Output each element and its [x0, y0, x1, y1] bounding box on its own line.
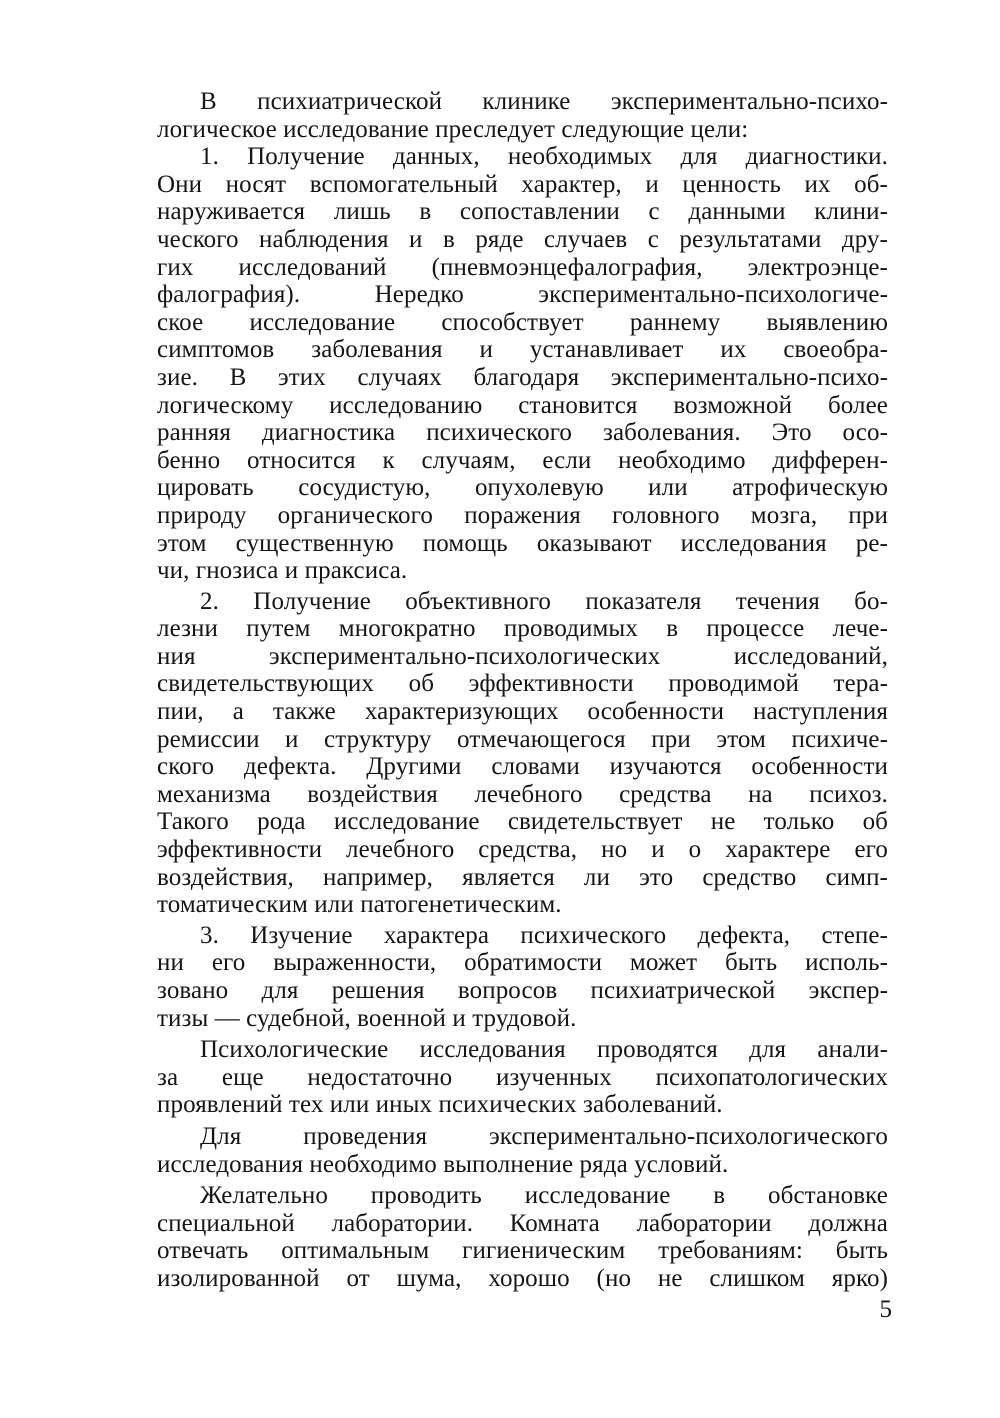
text-line: 2. Получение объективного показателя течения бо- — [200, 587, 888, 615]
text-line: свидетельствующих об эффективности проводимой тера- — [157, 670, 888, 698]
paragraph — [157, 1123, 888, 1178]
text-line: ни его выраженности, обратимости может быть исполь- — [157, 949, 888, 977]
text-line: симптомов заболевания и устанавливает их своеобра- — [157, 336, 888, 364]
text-line: Они носят вспомогательный характер, и ценность их об- — [157, 170, 888, 198]
paragraph — [157, 1036, 888, 1119]
text-line: отвечать оптимальным гигиеническим требованиям: быть — [157, 1237, 888, 1265]
text-line: воздействия, например, является ли это средство симп- — [157, 863, 888, 891]
text-line: ческого наблюдения и в ряде случаев с результатами дру- — [157, 225, 888, 253]
text-line: механизма воздействия лечебного средства на психоз. — [157, 780, 888, 808]
text-line: логическому исследованию становится возможной более — [157, 391, 888, 419]
text-line: чи, гнозиса и праксиса. — [157, 557, 408, 585]
text-line: гих исследований (пневмоэнцефалография, электроэнце- — [157, 253, 888, 281]
text-line: 1. Получение данных, необходимых для диагностики. — [200, 143, 888, 171]
text-line: Для проведения экспериментально-психологического — [200, 1122, 888, 1150]
text-line: ского дефекта. Другими словами изучаются особенности — [157, 753, 888, 781]
text-line: цировать сосудистую, опухолевую или атрофическую — [157, 474, 888, 502]
text-line: бенно относится к случаям, если необходимо дифферен- — [157, 446, 888, 474]
text-line: томатическим или патогенетическим. — [157, 891, 562, 919]
text-line: ремиссии и структуру отмечающегося при этом психиче- — [157, 725, 888, 753]
text-line: ское исследование способствует раннему выявлению — [157, 308, 888, 336]
text-line: исследования необходимо выполнение ряда условий. — [157, 1150, 729, 1178]
text-line: Такого рода исследование свидетельствует не только об — [157, 808, 888, 836]
text-line: ранняя диагностика психического заболевания. Это осо- — [157, 419, 888, 447]
text-line: В психиатрической клинике экспериментально-психо- — [200, 88, 888, 115]
text-line: изолированной от шума, хорошо (но не слишком ярко) — [157, 1264, 888, 1292]
text-line: логическое исследование преследует следующие цели: — [157, 115, 749, 143]
text-line: специальной лаборатории. Комната лаборатории должна — [157, 1209, 888, 1237]
paragraph — [157, 143, 888, 585]
text-line: тизы — судебной, военной и трудовой. — [157, 1004, 577, 1032]
page-number: 5 — [879, 1296, 892, 1323]
text-line: природу органического поражения головного мозга, при — [157, 501, 888, 529]
text-line: проявлений тех или иных психических заболеваний. — [157, 1091, 723, 1119]
text-line: пии, а также характеризующих особенности наступления — [157, 698, 888, 726]
paragraph — [157, 88, 888, 143]
text-line: ния экспериментально-психологических исследований, — [157, 642, 888, 670]
text-line: зовано для решения вопросов психиатрической экспер- — [157, 977, 888, 1004]
paragraph — [157, 922, 888, 1032]
text-line: эффективности лечебного средства, но и о характере его — [157, 836, 888, 864]
text-line: 3. Изучение характера психического дефекта, степе- — [200, 921, 888, 949]
text-line: зие. В этих случаях благодаря экспериментально-психо- — [157, 363, 888, 391]
text-line: этом существенную помощь оказывают исследования ре- — [157, 529, 888, 557]
text-line: за еще недостаточно изученных психопатологических — [157, 1063, 888, 1091]
text-line: Желательно проводить исследование в обстановке — [200, 1182, 888, 1210]
text-line: фалография). Нередко экспериментально-психологиче- — [157, 281, 888, 309]
paragraph — [157, 588, 888, 919]
body-text — [157, 88, 888, 1293]
text-line: наруживается лишь в сопоставлении с данными клини- — [157, 198, 888, 226]
paragraph — [157, 1182, 888, 1292]
text-line: лезни путем многократно проводимых в процессе лече- — [157, 615, 888, 643]
text-line: Психологические исследования проводятся для анали- — [200, 1036, 888, 1064]
